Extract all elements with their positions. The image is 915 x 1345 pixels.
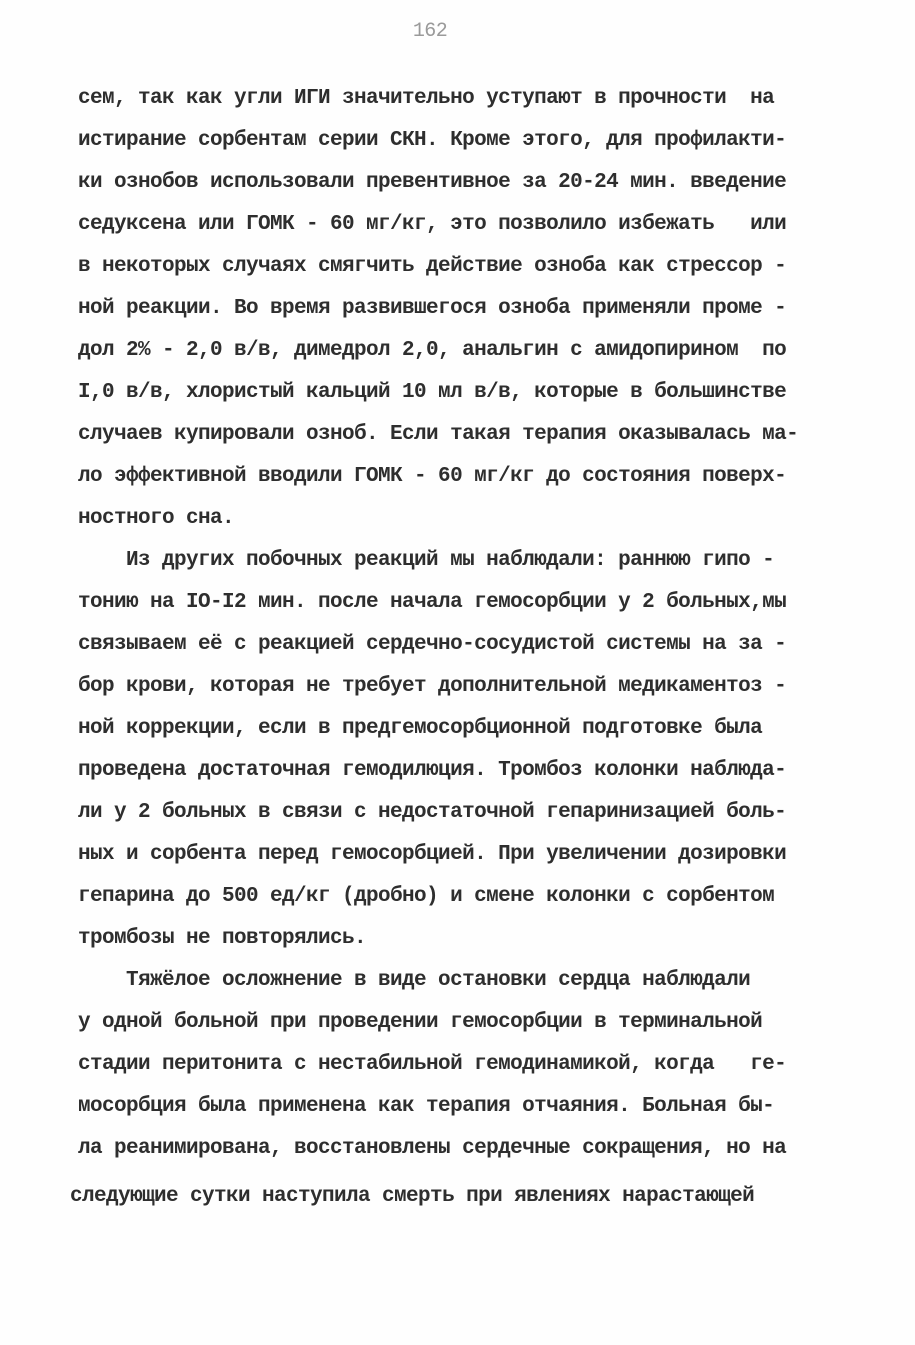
text-line: мосорбция была применена как терапия отчаяния. Больная бы- — [78, 1095, 775, 1118]
page-number: 162 — [412, 20, 448, 43]
text-line: ло эффективной вводили ГОМК - 60 мг/кг до состояния поверх- — [78, 465, 787, 488]
text-line: тромбозы не повторялись. — [78, 927, 367, 950]
text-line: тонию на IO-I2 мин. после начала гемосорбции у 2 больных,мы — [78, 591, 787, 614]
text-line: в некоторых случаях смягчить действие озноба как стрессор - — [78, 255, 787, 278]
text-line: ной коррекции, если в предгемосорбционной подготовке была — [78, 717, 763, 740]
text-line: случаев купировали озноб. Если такая терапия оказывалась ма- — [78, 423, 799, 446]
text-line: I,0 в/в, хлористый кальций 10 мл в/в, которые в большинстве — [78, 381, 787, 404]
text-line: седуксена или ГОМК - 60 мг/кг, это позволило избежать или — [78, 213, 787, 236]
text-line: истирание сорбентам серии СКН. Кроме этого, для профилакти- — [78, 129, 787, 152]
text-line: ных и сорбента перед гемосорбцией. При увеличении дозировки — [78, 843, 787, 866]
text-line: связываем её с реакцией сердечно-сосудистой системы на за - — [78, 633, 787, 656]
text-line: Тяжёлое осложнение в виде остановки сердца наблюдали — [78, 969, 751, 992]
text-line: ной реакции. Во время развившегося озноба применяли проме - — [78, 297, 787, 320]
text-line: ла реанимирована, восстановлены сердечные сокращения, но на — [78, 1137, 787, 1160]
text-line: следующие сутки наступила смерть при явлениях нарастающей — [70, 1185, 755, 1208]
text-line: стадии перитонита с нестабильной гемодинамикой, когда ге- — [78, 1053, 787, 1076]
text-line: проведена достаточная гемодилюция. Тромбоз колонки наблюда- — [78, 759, 787, 782]
text-line: у одной больной при проведении гемосорбции в терминальной — [78, 1011, 763, 1034]
text-line: дол 2% - 2,0 в/в, димедрол 2,0, анальгин с амидопирином по — [78, 339, 787, 362]
text-line: ки ознобов использовали превентивное за 20-24 мин. введение — [78, 171, 787, 194]
text-line: гепарина до 500 ед/кг (дробно) и смене колонки с сорбентом — [78, 885, 775, 908]
text-line: ностного сна. — [78, 507, 235, 530]
text-line: бор крови, которая не требует дополнительной медикаментоз - — [78, 675, 787, 698]
text-line: ли у 2 больных в связи с недостаточной гепаринизацией боль- — [78, 801, 787, 824]
text-line: Из других побочных реакций мы наблюдали: раннюю гипо - — [78, 549, 775, 572]
text-line: сем, так как угли ИГИ значительно уступают в прочности на — [78, 87, 775, 110]
